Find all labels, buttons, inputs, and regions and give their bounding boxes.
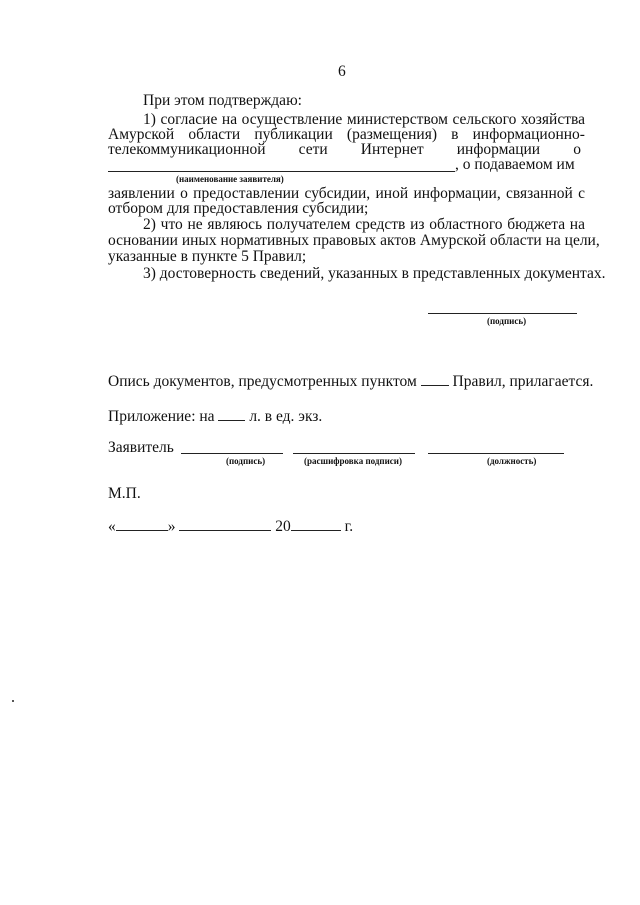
item1-line3-word: сети: [298, 141, 328, 158]
inventory-line: [108, 371, 593, 391]
date-close-quote: »: [167, 518, 176, 535]
scan-mark: [12, 700, 14, 702]
item1-line6: отбором для предоставления субсидии;: [108, 200, 369, 217]
applicant-signature-line[interactable]: [181, 453, 283, 454]
attachment-sheets-blank[interactable]: [218, 406, 245, 421]
applicant-decode-line[interactable]: [293, 453, 415, 454]
date-year-suffix: г.: [344, 518, 354, 535]
item3-line: 3) достоверность сведений, указанных в представленных документах.: [143, 265, 606, 282]
page-number: 6: [338, 63, 346, 80]
stamp-label: М.П.: [108, 485, 141, 502]
item1-line4-suffix: , о подаваемом им: [455, 156, 575, 173]
inventory-item-number-blank[interactable]: [421, 371, 449, 386]
item1-line3-word: Интернет: [360, 141, 424, 158]
item1-line2-word: (размещения): [346, 126, 437, 143]
confirm-intro: При этом подтверждаю:: [143, 92, 302, 109]
date-open-quote: «: [108, 518, 116, 535]
item1-line3-word: информации: [456, 141, 541, 158]
date-line: [108, 516, 353, 536]
item1-line2-word: публикации: [254, 126, 333, 143]
attachment-text-before: Приложение: на: [108, 408, 215, 425]
date-year-blank[interactable]: [291, 516, 341, 531]
applicant-position-line[interactable]: [428, 453, 564, 454]
item1-line1: 1) согласие на осуществление министерством сельского хозяйства: [143, 111, 585, 128]
signature-line[interactable]: [428, 313, 577, 314]
inventory-text-after: Правил, прилагается.: [452, 373, 594, 390]
applicant-name-line[interactable]: [108, 171, 455, 172]
attachment-line: [108, 406, 322, 426]
item1-line2-word: области: [188, 126, 241, 143]
date-day-blank[interactable]: [116, 516, 168, 531]
item2-line1: 2) что не являюсь получателем средств из областного бюджета на: [143, 216, 585, 233]
applicant-name-caption: (наименование заявителя): [176, 174, 284, 184]
item1-line2-word: информационно-: [472, 126, 585, 143]
item1-line2-word: Амурской: [108, 126, 175, 143]
inventory-text-before: Опись документов, предусмотренных пунктом: [108, 373, 417, 390]
applicant-label: Заявитель: [108, 439, 174, 456]
date-year-prefix: 20: [275, 518, 291, 535]
applicant-position-caption: (должность): [487, 456, 537, 466]
item1-line3-word: телекоммуникационной: [108, 141, 266, 158]
item1-line3-word: о: [573, 141, 581, 158]
item1-line5: заявлении о предоставлении субсидии, иной информации, связанной с: [108, 185, 585, 202]
applicant-signature-caption: (подпись): [226, 456, 266, 466]
signature-caption: (подпись): [487, 316, 527, 326]
date-month-blank[interactable]: [179, 516, 271, 531]
item2-line2: основании иных нормативных правовых актов Амурской области на цели,: [108, 232, 600, 249]
applicant-decode-caption: (расшифровка подписи): [304, 456, 402, 466]
item2-line3: указанные в пункте 5 Правил;: [108, 248, 307, 265]
item1-line2-word: в: [451, 126, 459, 143]
attachment-text-after: л. в ед. экз.: [249, 408, 323, 425]
